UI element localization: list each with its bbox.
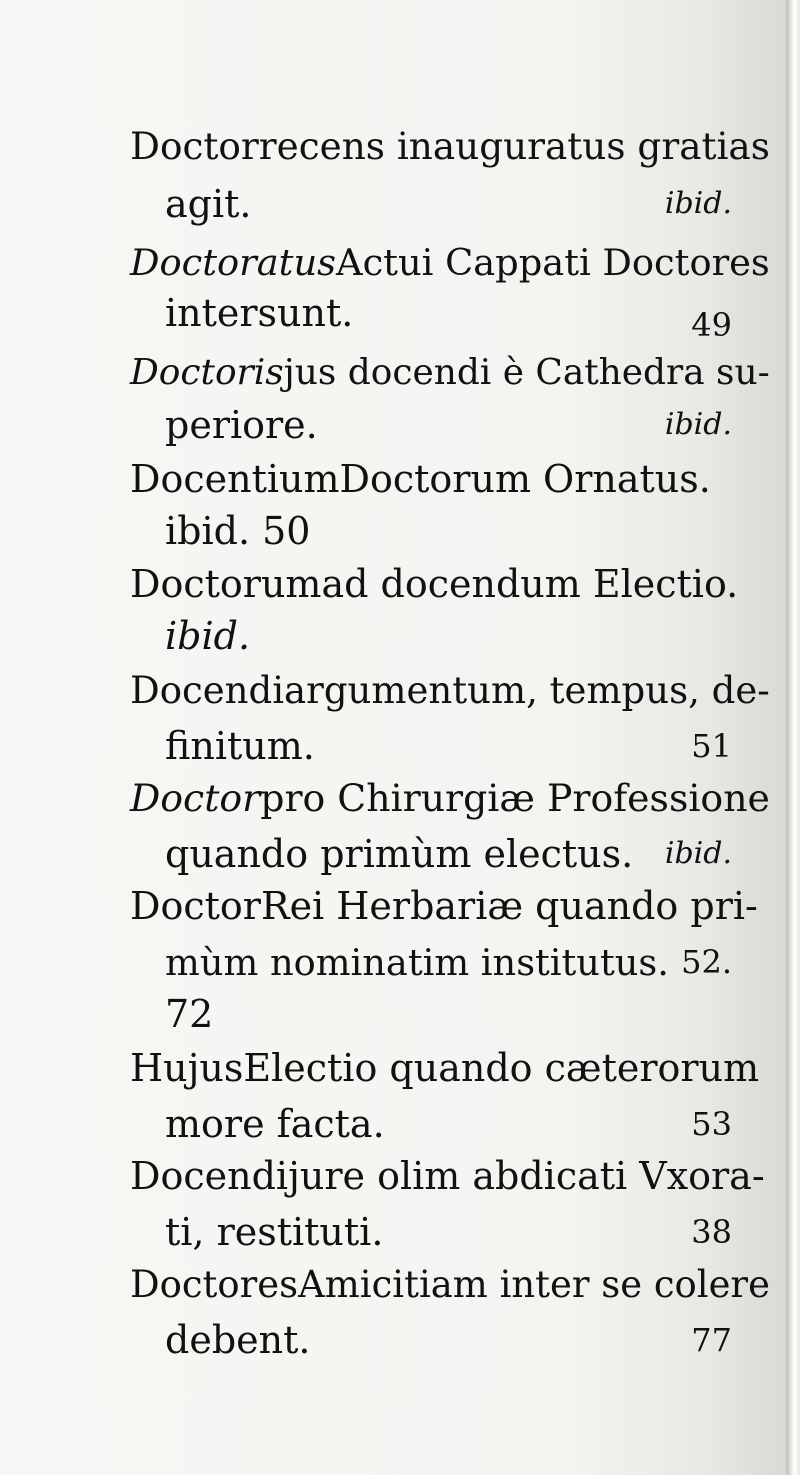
entry-2-lead: Doctoratus (130, 241, 337, 284)
entry-10-line-1 (130, 1148, 770, 1204)
entry-1-rest: recens inauguratus gratias (258, 124, 770, 168)
entry-6-page-ref: 51 (691, 727, 732, 765)
entry-1-line-2 (165, 176, 770, 232)
entry-2-rest: Actui Cappati Doctores (336, 241, 770, 284)
entry-11-rest: Amicitiam inter se colere (298, 1263, 770, 1306)
entry-1-cont: agit. (165, 182, 252, 226)
entry-10-cont: ti, restituti. (165, 1210, 384, 1254)
entry-3-cont: periore. (165, 403, 318, 447)
entry-10-rest: jure olim abdicati Vxora- (288, 1154, 765, 1198)
entry-8-line-3 (165, 986, 770, 1042)
entry-3-rest: jus docendi è Cathedra su- (283, 352, 770, 393)
entry-8-page-ref: 52. (681, 943, 732, 981)
entry-6-lead: Docendi (130, 669, 285, 712)
entry-6-line-1 (130, 662, 770, 718)
entry-2-cont: intersunt. (165, 291, 354, 335)
entry-9-page-ref: 53 (691, 1105, 732, 1143)
entry-6-rest: argumentum, tempus, de- (284, 669, 770, 712)
entry-10-page-ref: 38 (691, 1213, 732, 1251)
entry-11-lead: Doctores (130, 1263, 299, 1306)
entry-1-page-ref: ibid. (664, 186, 732, 221)
entry-4-line-2 (165, 503, 770, 559)
entry-1-lead: Doctor (130, 124, 259, 168)
entry-7-cont: quando primùm electus. (165, 832, 634, 876)
entry-5-lead: Doctorum (130, 562, 322, 606)
entry-9-line-1 (130, 1040, 770, 1096)
entry-2-page-ref: 49 (691, 306, 732, 344)
entry-9-lead: Hujus (130, 1046, 244, 1090)
entry-11-line-2 (165, 1312, 770, 1368)
entry-5-cont: ibid. (165, 614, 251, 658)
entry-10-line-2 (165, 1204, 770, 1260)
entry-6-line-2 (165, 718, 770, 774)
entry-3-lead: Doctoris (130, 352, 284, 393)
entry-3-page-ref: ibid. (664, 407, 732, 442)
entry-11-line-1 (130, 1256, 770, 1312)
entry-7-rest: pro Chirurgiæ Professione (260, 776, 770, 820)
entry-8-lead: Doctor (130, 884, 261, 928)
entry-8-rest: Rei Herbariæ quando pri- (260, 884, 758, 928)
entry-3-line-1 (130, 343, 770, 399)
entry-1-line-1 (130, 118, 770, 174)
entry-7-lead: Doctor (130, 776, 261, 820)
entry-9-line-2 (165, 1096, 770, 1152)
entry-11-page-ref: 77 (691, 1321, 732, 1359)
entry-8-line-1 (130, 878, 770, 934)
entry-6-cont: finitum. (165, 724, 315, 768)
entry-8-line-2 (165, 934, 770, 990)
entry-9-rest: Electio quando cæterorum (243, 1046, 760, 1090)
entry-4-cont: ibid. 50 (165, 509, 311, 553)
entry-4-line-1 (130, 451, 770, 507)
entry-8-extra-ref: 72 (165, 992, 214, 1036)
entry-2-line-2 (165, 285, 770, 344)
entry-7-page-ref: ibid. (664, 836, 732, 871)
entry-9-cont: more facta. (165, 1102, 385, 1146)
entry-5-rest: ad docendum Electio. (321, 562, 739, 606)
entry-3-line-2 (165, 397, 770, 453)
entry-5-line-1 (130, 556, 770, 612)
entry-5-line-2 (165, 608, 770, 664)
entry-10-lead: Docendi (130, 1154, 289, 1198)
entry-7-line-1 (130, 770, 770, 826)
entry-4-rest: Doctorum Ornatus. (339, 457, 711, 501)
entry-2-line-1 (130, 234, 770, 290)
entry-7-line-2 (165, 826, 770, 882)
entry-11-cont: debent. (165, 1318, 311, 1362)
entry-4-lead: Docentium (130, 457, 340, 501)
entry-8-cont: mùm nominatim institutus. (165, 941, 669, 984)
